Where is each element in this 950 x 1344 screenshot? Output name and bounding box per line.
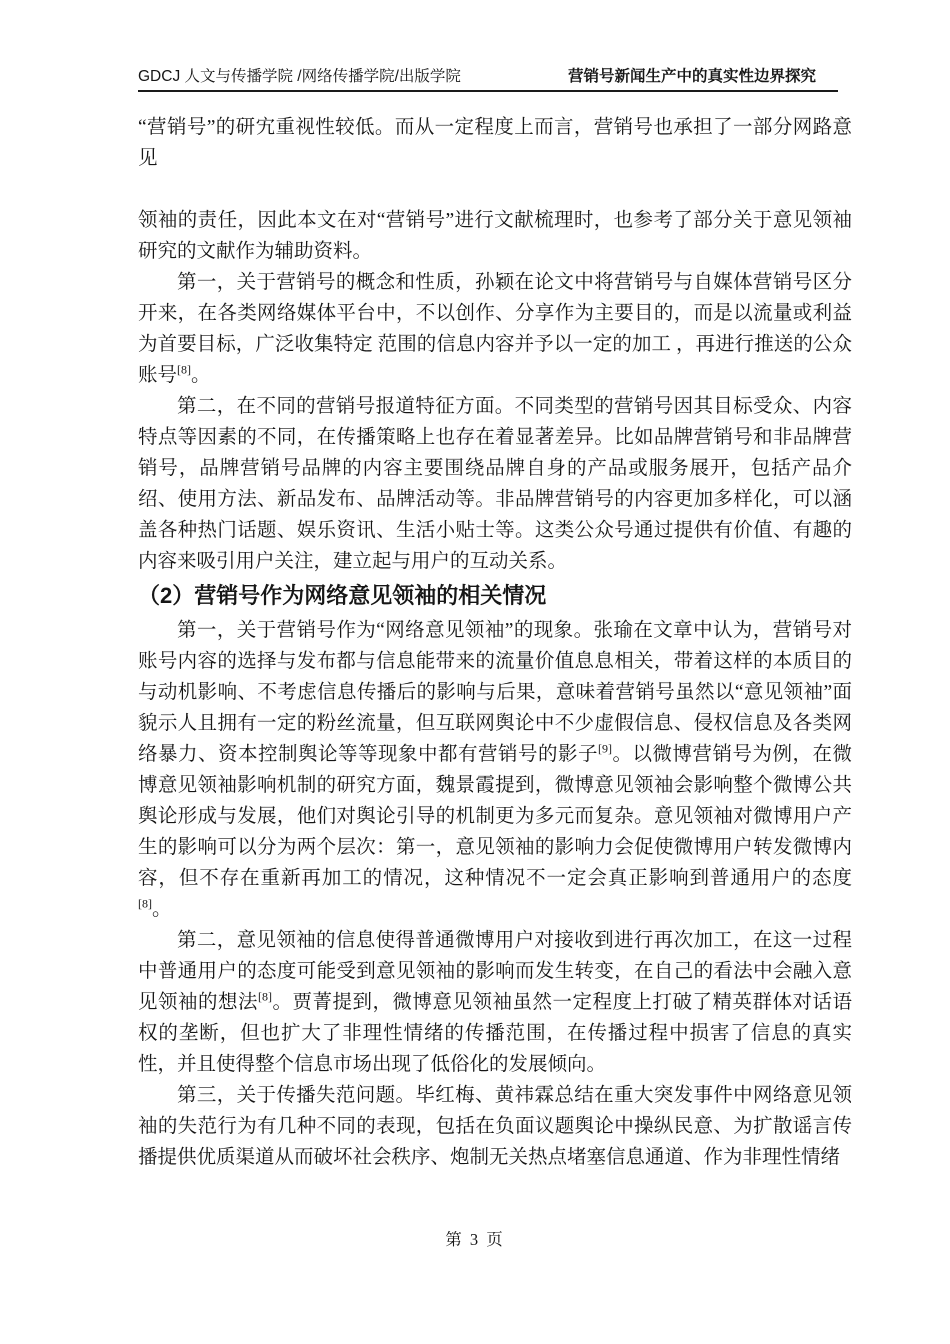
page-number: 第 3 页 <box>445 1230 505 1249</box>
page-header <box>138 64 838 92</box>
paragraph: 第一，关于营销号的概念和性质，孙颖在论文中将营销号与自媒体营销号区分开来，在各类网络媒体平台中，不以创作、分享作为主要目的，而是以流量或利益为首要目标，广泛收集特定 范围的信息内容并予以一定的加工 ，再进行推送的公众账号[8]。 <box>138 272 852 386</box>
citation-reference: [8] <box>138 896 152 911</box>
paragraph-break <box>138 174 852 205</box>
header-left-affiliation: GDCJ 人文与传播学院 /网络传播学院/出版学院 <box>138 68 461 85</box>
citation-reference: [8] <box>177 362 192 377</box>
document-body <box>138 112 852 1173</box>
paragraph: 领袖的责任，因此本文在对“营销号”进行文献梳理时，也参考了部分关于意见领袖研究的文献作为辅助资料。 <box>138 210 852 262</box>
page-footer <box>0 1226 950 1250</box>
paragraph: “营销号”的研宄重视性较低。而从一定程度上而言，营销号也承担了一部分网路意见 <box>138 117 852 169</box>
paragraph: 第三，关于传播失范问题。毕红梅、黄祎霖总结在重大突发事件中网络意见领袖的失范行为有几种不同的表现，包括在负面议题舆论中操纵民意、为扩散谣言传播提供优质渠道从而破坏社会秩序、炮制无关热点堵塞信息通道、作为非理性情绪 <box>138 1085 852 1168</box>
citation-reference: [9] <box>597 741 612 756</box>
paragraph: 第二，在不同的营销号报道特征方面。不同类型的营销号因其目标受众、内容特点等因素的不同，在传播策略上也存在着显著差异。比如品牌营销号和非品牌营销号，品牌营销号品牌的内容主要围绕品牌自身的产品或服务展开，包括产品介绍、使用方法、新品发布、品牌活动等。非品牌营销号的内容更加多样化，可以涵盖各种热门话题、娱乐资讯、生活小贴士等。这类公众号通过提供有价值、有趣的内容来吸引用户关注，建立起与用户的互动关系。 <box>138 396 852 572</box>
paragraph: 第一，关于营销号作为“网络意见领袖”的现象。张瑜在文章中认为，营销号对账号内容的选择与发布都与信息能带来的流量价值息息相关，带着这样的本质目的与动机影响、不考虑信息传播后的影响与后果，意味着营销号虽然以“意见领袖”面貌示人且拥有一定的粉丝流量，但互联网舆论中不少虚假信息、侵权信息及各类网络暴力、资本控制舆论等等现象中都有营销号的影子[9]。以微博营销号为例，在微博意见领袖影响机制的研究方面，魏景霞提到，微博意见领袖会影响整个微博公共舆论形成与发展，他们对舆论引导的机制更为多元而复杂。意见领袖对微博用户产生的影响可以分为两个层次：第一，意见领袖的影响力会促使微博用户转发微博内容，但不存在重新再加工的情况，这种情况不一定会真正影响到普通用户的态度[8]。 <box>138 620 852 920</box>
paragraph: 第二，意见领袖的信息使得普通微博用户对接收到进行再次加工，在这一过程中普通用户的态度可能受到意见领袖的影响而发生转变，在自己的看法中会融入意见领袖的想法[8]。贾菁提到，微博意见领袖虽然一定程度上打破了精英群体对话语权的垄断，但也扩大了非理性情绪的传播范围，在传播过程中损害了信息的真实性，并且使得整个信息市场出现了低俗化的发展倾向。 <box>138 930 852 1075</box>
citation-reference: [8] <box>258 989 272 1004</box>
section-heading: （2）营销号作为网络意见领袖的相关情况 <box>138 583 547 608</box>
header-right-title: 营销号新闻生产中的真实性边界探究 <box>567 68 816 85</box>
